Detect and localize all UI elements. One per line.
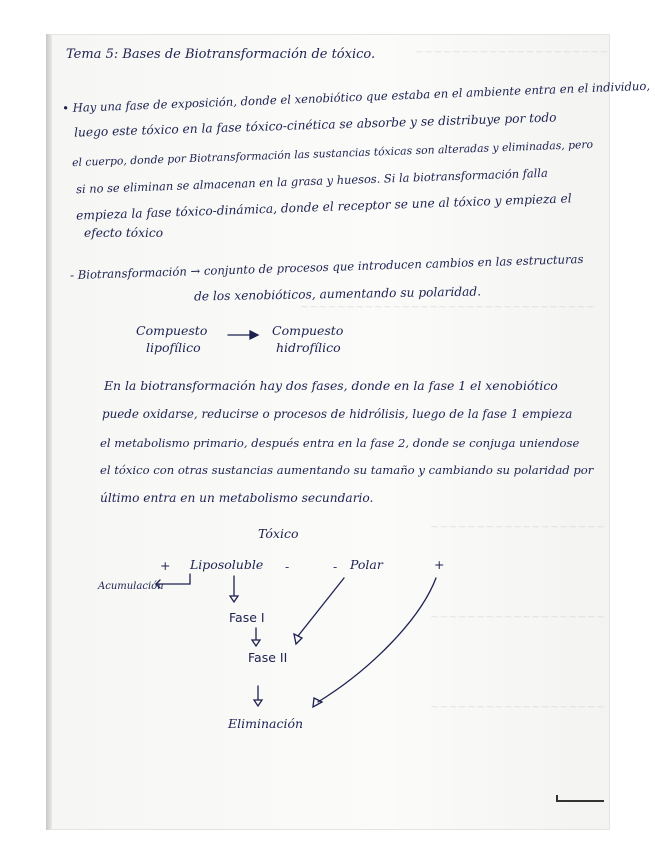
diagram-acumulacion: Acumulación [98, 581, 164, 592]
bleed-through: ~~~~~~~~~~~~~~~~~~~~~ [415, 45, 609, 58]
definition-line: de los xenobióticos, aumentando su polaridad. [193, 284, 482, 304]
compound-hydrophilic-label: hidrofílico [276, 340, 341, 355]
bleed-through: ~~~~~~~~~~~~~~~~~~~ [430, 520, 606, 533]
acumulacion-arrow [156, 574, 190, 584]
paragraph-line: el tóxico con otras sustancias aumentando su tamaño y cambiando su polaridad por [100, 463, 594, 477]
compound-hydrophilic-label: Compuesto [272, 323, 344, 338]
bleed-through: ~~~~~~~~~~~~~~~~~~~ [430, 700, 606, 713]
paragraph-line: En la biotransformación hay dos fases, donde en la fase 1 el xenobiótico [104, 378, 558, 393]
diagram-toxico: Tóxico [258, 526, 299, 541]
compound-arrow-head [250, 331, 258, 339]
page-title: Tema 5: Bases de Biotransformación de tóxico. [66, 47, 376, 62]
polar-to-fase2-arrow [298, 578, 344, 636]
diagram-plus-left: + [160, 558, 171, 573]
compound-lipophilic-label: lipofílico [146, 340, 201, 355]
diagram-fase-2: Fase II [248, 650, 288, 665]
bleed-through: ~~~~~~~~~~~~~~~~~~~ [430, 610, 606, 623]
polar-to-eliminacion-arrow [318, 578, 436, 702]
paragraph-line: el cuerpo, donde por Biotransformación las sustancias tóxicas son alteradas y eliminadas, pero [71, 137, 594, 170]
bleed-through: ~~~~~~~~~~~~~~~~~~~~~~~~~~~~~~~~ [300, 300, 595, 313]
paragraph-line: el metabolismo primario, después entra en la fase 2, donde se conjuga uniendose [100, 436, 580, 450]
paragraph-line: empieza la fase tóxico-dinámica, donde el receptor se une al tóxico y empieza el [75, 191, 572, 223]
paragraph-line: último entra en un metabolismo secundario. [100, 491, 374, 505]
diagram-plus-right: + [434, 557, 445, 572]
paragraph-line: • Hay una fase de exposición, donde el xenobiótico que estaba en el ambiente entra en el individuo, [61, 78, 651, 116]
diagram-fase-1: Fase I [229, 610, 265, 625]
diagram-eliminacion: Eliminación [228, 716, 304, 731]
compound-lipophilic-label: Compuesto [136, 323, 208, 338]
diagram-minus-left: - [285, 559, 290, 574]
paragraph-line: puede oxidarse, reducirse o procesos de hidrólisis, luego de la fase 1 empieza [102, 407, 573, 421]
paragraph-line: efecto tóxico [84, 226, 164, 240]
paragraph-line: si no se eliminan se almacenan en la grasa y huesos. Si la biotransformación falla [75, 165, 548, 197]
page-corner-mark [556, 800, 604, 802]
definition-line: - Biotransformación → conjunto de procesos que introducen cambios en las estructuras [69, 251, 584, 283]
paragraph-line: luego este tóxico en la fase tóxico-cinética se absorbe y se distribuye por todo [73, 110, 557, 140]
diagram-liposoluble: Liposoluble [190, 557, 264, 572]
diagram-minus-right: - [333, 559, 338, 574]
diagram-polar: Polar [350, 557, 383, 572]
